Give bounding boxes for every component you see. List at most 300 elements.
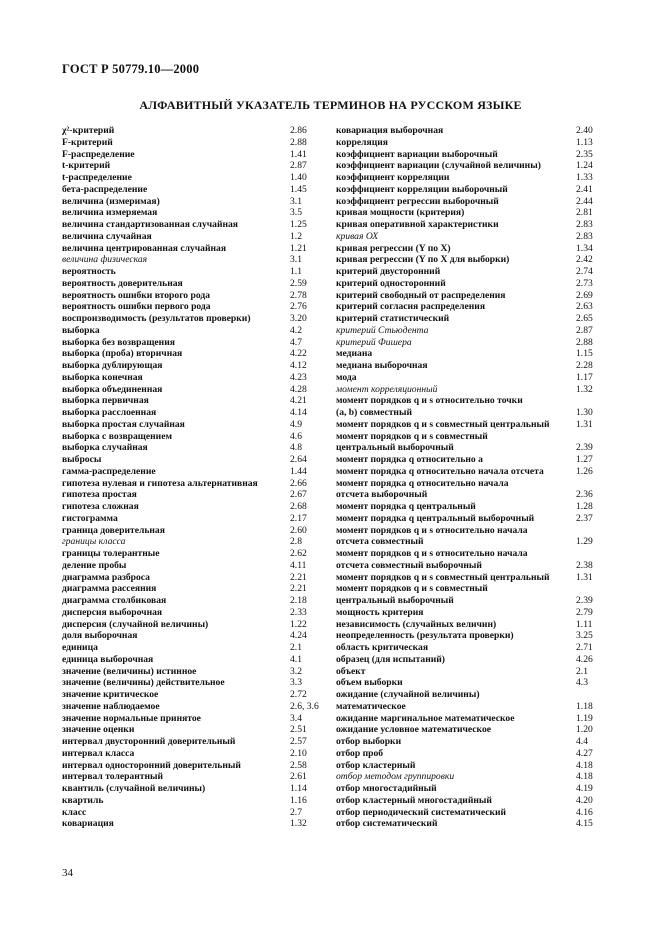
index-term: вероятность ошибки первого рода [62,301,211,313]
index-term: коэффициент корреляции [336,172,450,183]
index-entry [62,513,332,525]
index-entry [336,630,610,642]
index-term: критерий согласия распределения [336,301,486,313]
index-entry [62,442,332,454]
index-page-ref: 1.40 [290,172,307,183]
index-term: квантиль (случайной величины) [62,783,206,794]
index-entry [62,607,332,619]
index-entry [62,689,332,701]
index-page-ref: 2.38 [576,559,593,571]
index-page-ref: 1.13 [576,136,593,148]
index-term: значение наблюдаемое [62,700,160,712]
index-term: единица [62,642,98,653]
index-term: величина измеряемая [62,207,158,219]
index-entry [336,254,610,266]
index-entry [336,290,610,302]
index-page-ref: 2.68 [290,501,307,512]
index-entry [336,149,610,161]
index-page-ref: 1.28 [576,501,593,512]
index-entry [336,619,610,631]
index-term: интервал толерантный [62,771,164,783]
index-entry [62,807,332,819]
index-page-ref: 2.44 [576,195,593,207]
index-entry [62,783,332,795]
index-page-ref: 2.17 [290,512,307,524]
index-page-ref: 2.87 [576,324,593,336]
index-term: отбор периодический систематический [336,806,507,818]
index-term: коэффициент корреляции выборочный [336,183,508,195]
index-term: отбор методом группировки [336,771,455,783]
index-entry [336,771,610,783]
index-term: выборка с возвращением [62,430,172,442]
index-page-ref: 4.24 [290,630,307,642]
index-page-ref: 4.23 [290,371,307,383]
index-page-ref: 1.44 [290,465,307,477]
index-page-ref: 2.74 [576,266,593,277]
index-entry [62,395,332,407]
index-page-ref: 4.4 [576,736,588,747]
index-left-column [62,125,332,830]
index-entry [62,677,332,689]
index-term: вероятность [62,266,116,277]
index-entry [62,125,332,137]
index-term: момент порядков q и s относительно точки [336,395,523,407]
index-entry [336,419,610,431]
index-entry [62,184,332,196]
index-term: значение (величины) истинное [62,665,197,677]
index-term: значение критическое [62,689,159,700]
index-entry [336,689,610,701]
index-entry [62,713,332,725]
index-entry [62,266,332,278]
index-entry [62,301,332,313]
index-term: дисперсия (случайной величины) [62,618,209,630]
index-term: величина центрированная случайная [62,242,227,254]
index-term: воспроизводимость (результатов проверки) [62,313,251,324]
index-page-ref: 4.18 [576,771,593,783]
index-term: значение нормальные принятое [62,712,201,724]
index-entry [62,701,332,713]
index-page-ref: 2.37 [576,512,593,524]
index-entry [336,278,610,290]
index-page-ref: 4.20 [576,794,593,806]
index-page-ref: 1.32 [576,383,593,395]
index-page-ref: 1.32 [290,818,307,830]
index-page-ref: 2.41 [576,183,593,195]
index-term: математическое [336,700,406,712]
index-page-ref: 1.18 [576,700,593,712]
index-page-ref: 1.27 [576,454,593,465]
index-page-ref: 2.83 [576,219,593,230]
index-entry [62,360,332,372]
index-page-ref: 4.27 [576,747,593,759]
index-term: объект [336,665,366,677]
index-entry [336,360,610,372]
index-page-ref: 4.7 [290,336,302,348]
index-entry [336,337,610,349]
index-page-ref: 4.16 [576,806,593,818]
index-page-ref: 2.63 [576,301,593,313]
index-entry [336,642,610,654]
index-term: дисперсия выборочная [62,606,163,618]
index-term: вероятность ошибки второго рода [62,289,211,301]
index-page-ref: 2.78 [290,289,307,301]
index-term: t-распределение [62,172,132,183]
index-term: неопределенность (результата проверки) [336,630,514,642]
index-term: величина случайная [62,230,152,242]
index-page-ref: 1.17 [576,371,593,383]
index-entry [336,431,610,443]
index-page-ref: 1.11 [576,618,593,630]
index-page-ref: 4.1 [290,653,302,665]
index-term: F-критерий [62,136,113,148]
index-term: доля выборочная [62,630,138,642]
index-entry [336,818,610,830]
index-term: центральный выборочный [336,595,454,606]
index-term: деление пробы [62,559,127,571]
index-term: момент порядка q относительно начала отсчета [336,465,544,477]
index-page-ref: 3.1 [290,254,302,266]
index-entry [62,560,332,572]
index-entry [336,442,610,454]
index-term: выборка расслоенная [62,407,157,418]
index-term: выборка дублирующая [62,360,163,371]
index-page-ref: 3.25 [576,630,593,642]
index-entry [336,713,610,725]
index-entry [62,278,332,290]
index-entry [336,207,610,219]
index-entry [336,583,610,595]
index-term: величина физическая [62,254,148,266]
index-entry [62,642,332,654]
index-entry [336,748,610,760]
index-entry [62,771,332,783]
index-term: значение (величины) действительное [62,677,225,689]
index-entry [336,548,610,560]
index-entry [336,407,610,419]
index-page-ref: 2.76 [290,301,307,313]
index-page-ref: 2.88 [576,336,593,348]
index-entry [62,372,332,384]
index-entry [336,501,610,513]
index-entry [62,736,332,748]
index-term: отсчета совместный выборочный [336,559,482,571]
index-page-ref: 1.15 [576,348,593,360]
index-page-ref: 3.2 [290,665,302,677]
index-entry [336,160,610,172]
index-term: отсчета совместный [336,536,424,548]
index-term: медиана [336,348,373,360]
index-page-ref: 2.21 [290,583,307,595]
index-term: выборка объединенная [62,383,163,395]
index-entry [336,172,610,184]
index-page-ref: 4.26 [576,653,593,665]
index-term: ковариация выборочная [336,125,444,136]
index-entry [336,125,610,137]
index-page-ref: 4.2 [290,324,302,336]
index-entry [336,724,610,736]
index-page-ref: 2.86 [290,125,307,136]
index-term: независимость (случайных величин) [336,618,497,630]
index-term: величина стандартизованная случайная [62,219,238,230]
index-page-ref: 4.6 [290,430,302,442]
index-entry [62,431,332,443]
index-entry [336,219,610,231]
index-term: ожидание условное математическое [336,724,492,736]
index-term: момент порядков q и s относительно начала [336,548,528,559]
index-term: выборка (проба) вторичная [62,348,183,360]
index-term: отбор кластерный многостадийный [336,794,492,806]
index-page-ref: 2.66 [290,477,307,489]
index-entry [336,348,610,360]
index-page-ref: 1.30 [576,407,593,418]
index-entry [336,325,610,337]
index-page-ref: 3.4 [290,712,302,724]
index-page-ref: 4.21 [290,395,307,407]
index-entry [62,548,332,560]
index-term: корреляция [336,136,388,148]
index-entry [336,736,610,748]
index-term: коэффициент вариации выборочный [336,148,498,160]
index-term: момент порядка q относительно начала [336,477,509,489]
index-term: момент порядка q центральный выборочный [336,512,535,524]
index-page-ref: 2.61 [290,771,307,783]
index-page-ref: 2.21 [290,571,307,583]
index-page-ref: 3.20 [290,313,307,324]
index-page-ref: 4.19 [576,783,593,794]
index-entry [336,666,610,678]
index-entry [62,501,332,513]
index-page-ref: 2.42 [576,254,593,266]
index-page-ref: 3.5 [290,207,302,219]
index-page-ref: 4.14 [290,407,307,418]
index-term: гамма-распределение [62,465,156,477]
index-entry [62,595,332,607]
index-page-ref: 2.35 [576,148,593,160]
index-page-ref: 1.24 [576,160,593,172]
index-entry [336,795,610,807]
index-term: выборка [62,324,100,336]
index-entry [62,243,332,255]
index-term: коэффициент регрессии выборочный [336,195,499,207]
index-page-ref: 2.64 [290,454,307,465]
index-term: границы класса [62,536,126,548]
index-term: кривая регрессии (Y по X) [336,242,451,254]
index-term: момент порядков q и s совместный центральный [336,571,550,583]
index-entry [336,372,610,384]
index-page-ref: 2.62 [290,548,307,559]
index-entry [62,748,332,760]
index-entry [62,454,332,466]
index-page-ref: 1.31 [576,418,593,430]
index-right-column [336,125,610,830]
index-entry [62,572,332,584]
index-page-ref: 2.33 [290,606,307,618]
index-term: критерий односторонний [336,277,446,289]
index-term: F-распределение [62,148,135,160]
index-entry [336,137,610,149]
index-page-ref: 2.6, 3.6 [290,700,319,712]
document-header: ГОСТ Р 50779.10—2000 [62,62,200,76]
index-page-ref: 1.31 [576,571,593,583]
index-page-ref: 1.33 [576,172,593,183]
index-page-ref: 2.67 [290,489,307,501]
index-term: величина (измеримая) [62,195,160,207]
index-entry [336,466,610,478]
index-entry [62,478,332,490]
index-term: мода [336,371,357,383]
index-entry [62,149,332,161]
index-page-ref: 2.57 [290,736,307,747]
index-term: класс [62,806,87,818]
index-page-ref: 4.28 [290,383,307,395]
index-term: граница доверительная [62,524,165,536]
index-entry [62,818,332,830]
index-entry [62,724,332,736]
index-page-ref: 2.39 [576,442,593,454]
index-term: гипотеза простая [62,489,137,501]
index-entry [62,466,332,478]
index-term: выборка случайная [62,442,148,454]
index-term: гипотеза сложная [62,501,139,512]
index-term: кривая регрессии (Y по X для выборки) [336,254,510,266]
index-term: критерий Стьюдента [336,324,429,336]
index-entry [336,184,610,196]
index-page-ref: 4.12 [290,360,307,371]
index-term: диаграмма разброса [62,571,150,583]
index-page-ref: 2.39 [576,595,593,606]
index-term: кривая оперативной характеристики [336,219,499,230]
index-term: интервал класса [62,747,135,759]
index-entry [336,196,610,208]
index-term: критерий свободный от распределения [336,289,506,301]
index-entry [62,384,332,396]
index-term: гистограмма [62,512,118,524]
index-term: кривая мощности (критерия) [336,207,465,219]
index-entry [336,513,610,525]
index-term: диаграмма рассеяния [62,583,157,595]
index-term: критерий двусторонний [336,266,441,277]
index-term: момент порядка q относительно a [336,454,483,465]
index-page-ref: 2.18 [290,595,307,606]
index-page-ref: 4.11 [290,559,307,571]
index-term: ожидание маргинальное математическое [336,712,515,724]
index-entry [62,419,332,431]
index-term: момент порядков q и s совместный центральный [336,418,550,430]
index-term: отбор выборки [336,736,402,747]
index-term: выборка простая случайная [62,418,185,430]
index-page-ref: 2.8 [290,536,302,548]
index-term: бета-распределение [62,183,148,195]
index-term: ковариация [62,818,114,830]
index-term: единица выборочная [62,653,154,665]
index-entry [62,348,332,360]
index-term: момент порядков q и s совместный [336,430,488,442]
index-page-ref: 2.28 [576,360,593,371]
index-entry [62,337,332,349]
index-entry [336,654,610,666]
index-term: выборка конечная [62,371,143,383]
index-term: выбросы [62,454,102,465]
index-page-ref: 2.71 [576,642,593,653]
index-entry [336,701,610,713]
index-page-ref: 4.22 [290,348,307,360]
index-term: выборка без возвращения [62,336,175,348]
index-page-ref: 2.10 [290,747,307,759]
index-page-ref: 2.83 [576,230,593,242]
index-term: интервал двусторонний доверительный [62,736,236,747]
index-term: t-критерий [62,160,111,172]
index-term: отбор систематический [336,818,438,830]
index-term: квартиль [62,794,104,806]
index-entry [62,219,332,231]
index-term: момент порядков q и s относительно начала [336,524,528,536]
index-entry [336,560,610,572]
index-term: область критическая [336,642,429,653]
index-page-ref: 2.59 [290,277,307,289]
index-entry [336,231,610,243]
index-page-ref: 2.1 [576,665,588,677]
index-entry [336,536,610,548]
index-page-ref: 2.88 [290,136,307,148]
index-page-ref: 4.9 [290,418,302,430]
index-page-ref: 1.25 [290,219,307,230]
index-term: отсчета выборочный [336,489,428,501]
index-page-ref: 1.34 [576,242,593,254]
index-page-ref: 2.87 [290,160,307,172]
index-page-ref: 4.8 [290,442,302,454]
index-page-ref: 2.72 [290,689,307,700]
index-term: границы толерантные [62,548,160,559]
index-page-ref: 1.45 [290,183,307,195]
index-term: кривая ОХ [336,230,379,242]
index-entry [62,654,332,666]
index-entry [62,160,332,172]
index-term: χ²-критерий [62,125,115,136]
index-term: (a, b) совместный [336,407,412,418]
index-entry [336,384,610,396]
index-entry [62,619,332,631]
index-entry [62,795,332,807]
index-page-ref: 2.69 [576,289,593,301]
index-page-ref: 1.14 [290,783,307,794]
index-entry [336,395,610,407]
index-page-ref: 2.60 [290,524,307,536]
index-page-ref: 1.20 [576,724,593,736]
index-page-ref: 4.15 [576,818,593,830]
index-entry [336,572,610,584]
index-page-ref: 1.2 [290,230,302,242]
index-term: образец (для испытаний) [336,653,445,665]
index-term: отбор многостадийный [336,783,437,794]
index-term: мощность критерия [336,606,424,618]
index-entry [62,525,332,537]
index-term: медиана выборочная [336,360,428,371]
index-page-ref: 2.73 [576,277,593,289]
index-term: интервал односторонний доверительный [62,759,241,771]
index-page-ref: 2.40 [576,125,593,136]
index-page-ref: 2.79 [576,606,593,618]
index-entry [62,666,332,678]
index-term: выборка первичная [62,395,149,407]
index-term: отбор проб [336,747,384,759]
index-page-ref: 2.36 [576,489,593,501]
index-entry [62,290,332,302]
index-entry [336,807,610,819]
index-page-ref: 2.81 [576,207,593,219]
index-entry [336,760,610,772]
index-entry [62,254,332,266]
